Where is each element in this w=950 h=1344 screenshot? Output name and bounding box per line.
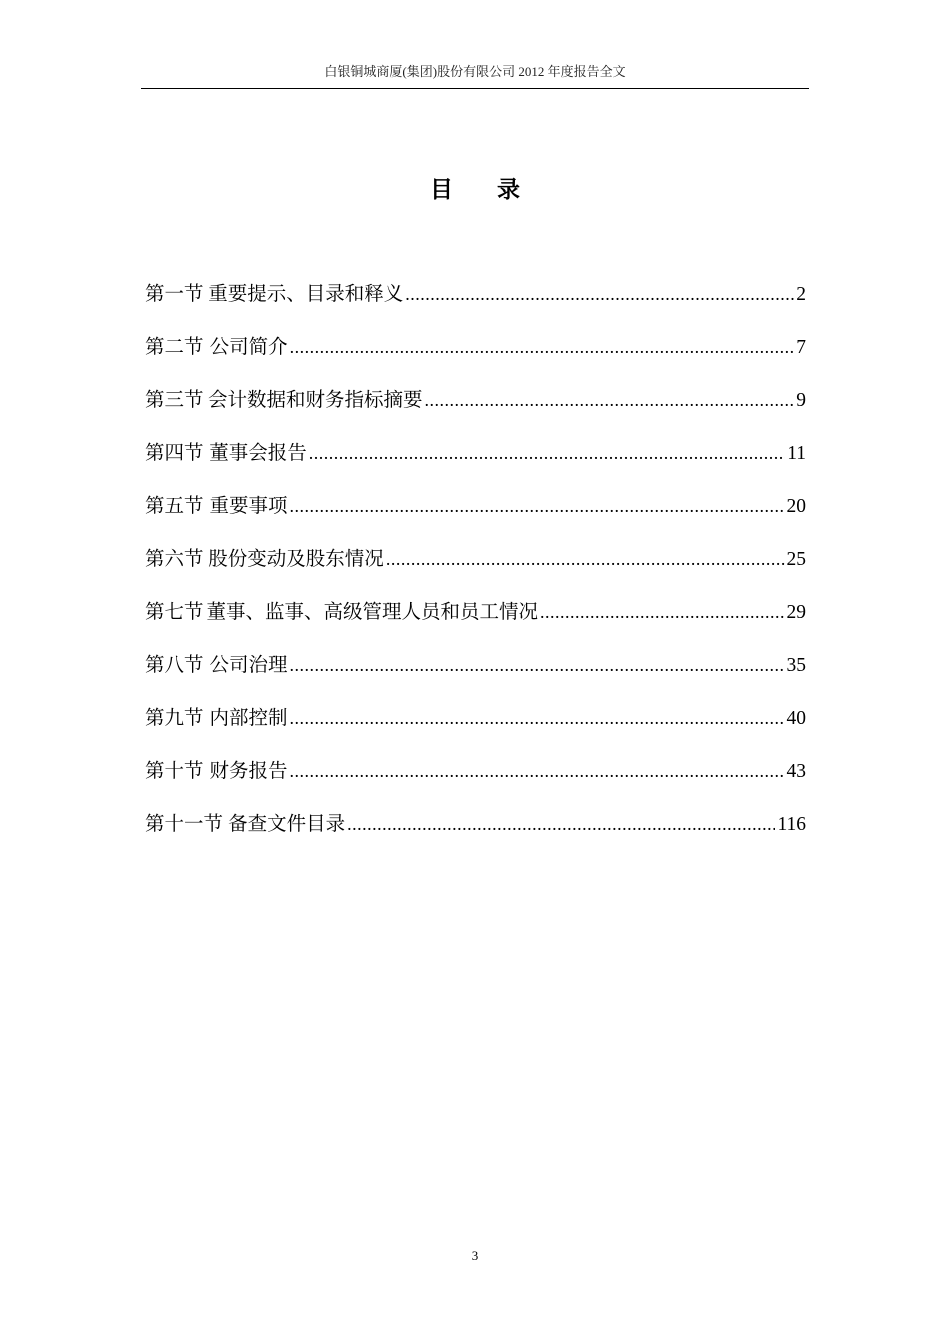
toc-dot-leader bbox=[424, 384, 794, 416]
toc-entry-title: 重要提示、目录和释义 bbox=[208, 284, 404, 305]
toc-dot-leader bbox=[309, 437, 785, 469]
toc-entry[interactable] bbox=[145, 702, 806, 755]
toc-entry-title: 公司简介 bbox=[209, 337, 288, 358]
toc-entry-title: 董事会报告 bbox=[209, 443, 307, 464]
toc-section-label: 第七节 bbox=[145, 602, 204, 623]
toc-entry-title: 董事、监事、高级管理人员和员工情况 bbox=[206, 602, 538, 623]
header-divider bbox=[141, 88, 809, 89]
toc-entry[interactable] bbox=[145, 384, 806, 437]
toc-page-number: 116 bbox=[777, 814, 806, 835]
toc-page-number: 43 bbox=[786, 761, 806, 782]
toc-entry[interactable] bbox=[145, 596, 806, 649]
toc-dot-leader bbox=[289, 649, 784, 681]
toc-entry-title: 公司治理 bbox=[209, 655, 288, 676]
toc-entry[interactable] bbox=[145, 278, 806, 331]
toc-section-label: 第四节 bbox=[145, 443, 204, 464]
toc-entry[interactable] bbox=[145, 490, 806, 543]
toc-page-number: 35 bbox=[786, 655, 806, 676]
toc-dot-leader bbox=[290, 331, 795, 363]
toc-page-number: 11 bbox=[787, 443, 806, 464]
toc-page-number: 2 bbox=[796, 284, 806, 305]
toc-section-label: 第八节 bbox=[145, 655, 204, 676]
toc-entry[interactable] bbox=[145, 437, 806, 490]
toc-dot-leader bbox=[289, 490, 784, 522]
toc-dot-leader bbox=[405, 278, 794, 310]
toc-entry-title: 股份变动及股东情况 bbox=[208, 549, 384, 570]
toc-dot-leader bbox=[540, 596, 785, 628]
toc-section-label: 第九节 bbox=[145, 708, 204, 729]
toc-section-label: 第六节 bbox=[145, 549, 204, 570]
toc-page-number: 7 bbox=[796, 337, 806, 358]
toc-entry-title: 财务报告 bbox=[209, 761, 288, 782]
page-number: 3 bbox=[471, 1248, 479, 1263]
toc-entry[interactable] bbox=[145, 755, 806, 808]
toc-section-label: 第五节 bbox=[145, 496, 204, 517]
toc-entry[interactable] bbox=[145, 649, 806, 702]
toc-dot-leader bbox=[289, 702, 784, 734]
toc-entry[interactable] bbox=[145, 543, 806, 596]
toc-dot-leader bbox=[289, 755, 784, 787]
toc-section-label: 第三节 bbox=[145, 390, 204, 411]
toc-title: 目录 bbox=[430, 177, 564, 202]
toc-section-label: 第十节 bbox=[145, 761, 204, 782]
toc-entry-title: 内部控制 bbox=[209, 708, 288, 729]
toc-dot-leader bbox=[347, 808, 775, 840]
table-of-contents bbox=[145, 278, 806, 861]
toc-entry-title: 会计数据和财务指标摘要 bbox=[207, 390, 423, 411]
toc-entry-title: 重要事项 bbox=[209, 496, 288, 517]
running-header: 白银铜城商厦(集团)股份有限公司 2012 年度报告全文 bbox=[324, 64, 626, 79]
toc-entry[interactable] bbox=[145, 331, 806, 384]
toc-entry-title: 备查文件目录 bbox=[228, 814, 346, 835]
toc-page-number: 9 bbox=[796, 390, 806, 411]
toc-page-number: 20 bbox=[786, 496, 806, 517]
toc-dot-leader bbox=[386, 543, 785, 575]
toc-page-number: 40 bbox=[786, 708, 806, 729]
toc-entry[interactable] bbox=[145, 808, 806, 861]
toc-page-number: 29 bbox=[786, 602, 806, 623]
toc-section-label: 第一节 bbox=[145, 284, 204, 305]
toc-section-label: 第二节 bbox=[145, 337, 204, 358]
toc-section-label: 第十一节 bbox=[145, 814, 224, 835]
toc-page-number: 25 bbox=[786, 549, 806, 570]
